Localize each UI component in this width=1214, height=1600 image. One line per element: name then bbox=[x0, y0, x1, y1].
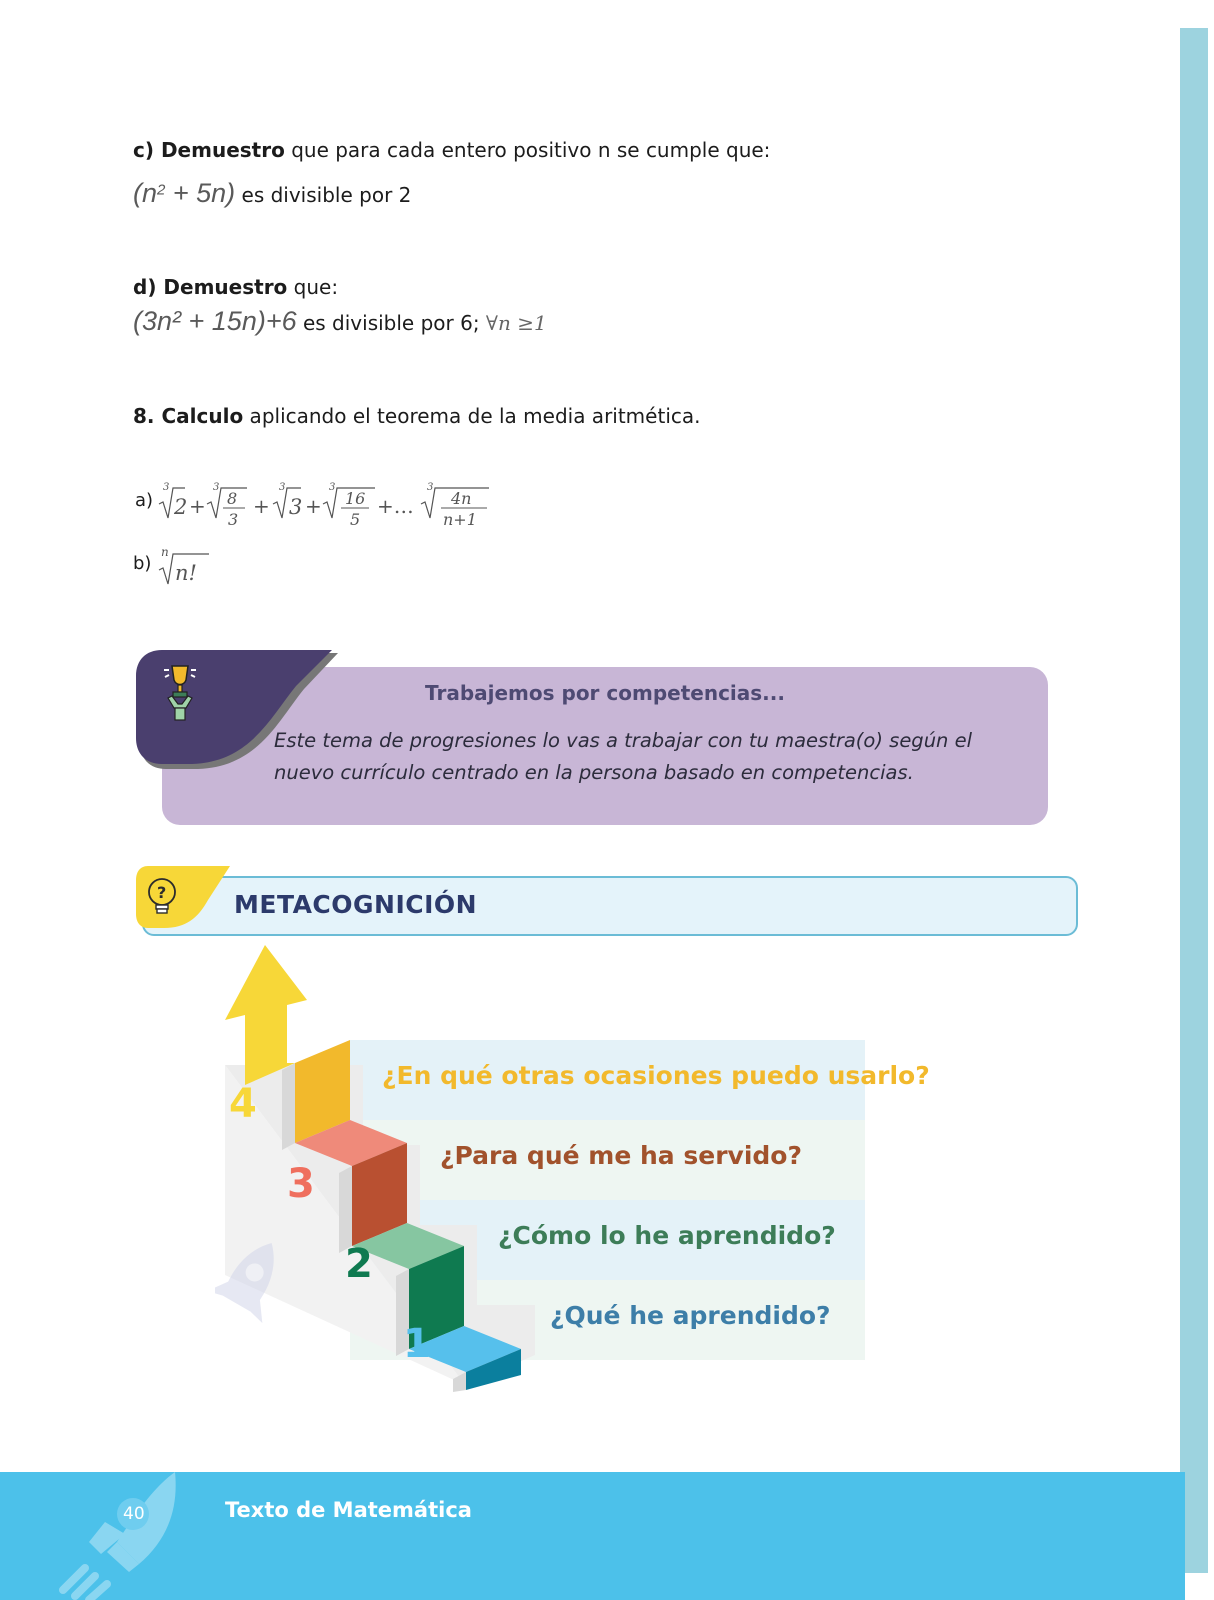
term-1: 2 bbox=[174, 495, 188, 519]
item-8-text: aplicando el teorema de la media aritmética. bbox=[243, 404, 701, 428]
item-8a-formula bbox=[155, 482, 515, 534]
term-n-num: 4n bbox=[451, 489, 472, 508]
term-3: 3 bbox=[289, 495, 303, 519]
item-8b-label: b) bbox=[133, 553, 152, 574]
item-d-statement bbox=[133, 275, 338, 299]
side-band bbox=[1180, 28, 1208, 1573]
term-4-den: 5 bbox=[350, 510, 361, 529]
radical-index: 3 bbox=[329, 482, 336, 493]
item-c-expr-exp: 2 bbox=[157, 181, 166, 199]
plus-dots: +… bbox=[377, 494, 414, 518]
stair-question-4: ¿En qué otras ocasiones puedo usarlo? bbox=[382, 1061, 930, 1090]
metacognicion-title: METACOGNICIÓN bbox=[234, 890, 478, 919]
item-d-expression bbox=[133, 306, 547, 337]
term-4-num: 16 bbox=[345, 489, 366, 508]
term-2-den: 3 bbox=[228, 510, 239, 529]
item-d-condition: ∀n ≥1 bbox=[485, 311, 547, 335]
step-number-4: 4 bbox=[229, 1081, 257, 1127]
plus-sign: + bbox=[189, 494, 206, 518]
competencias-title: Trabajemos por competencias... bbox=[425, 681, 785, 705]
competencias-tab bbox=[134, 648, 344, 778]
metacognicion-tab bbox=[134, 864, 244, 936]
item-c-expr-base: (n bbox=[133, 178, 158, 208]
item-c-statement bbox=[133, 138, 770, 162]
radicand: n! bbox=[175, 561, 197, 585]
item-c-label: c) Demuestro bbox=[133, 138, 285, 162]
plus-sign: + bbox=[253, 494, 270, 518]
item-8-statement bbox=[133, 404, 700, 428]
item-d-text: que: bbox=[287, 275, 339, 299]
term-n-den: n+1 bbox=[443, 510, 477, 529]
radical-index: n bbox=[161, 546, 169, 559]
item-c-expr-rest: + 5n) bbox=[165, 178, 236, 208]
page-number: 40 bbox=[123, 1504, 145, 1524]
radical-index: 3 bbox=[427, 482, 434, 493]
item-c-text: que para cada entero positivo n se cumple que: bbox=[284, 138, 771, 162]
radical-index: 3 bbox=[163, 482, 170, 493]
stair-question-1: ¿Qué he aprendido? bbox=[550, 1301, 831, 1330]
competencias-text: Este tema de progresiones lo vas a trabajar con tu maestra(o) según el nuevo currículo centrado en la persona basado en competencias. bbox=[274, 729, 973, 784]
item-8b-formula bbox=[155, 546, 225, 588]
plus-sign: + bbox=[305, 494, 322, 518]
item-d-expr: (3n² + 15n)+6 bbox=[133, 306, 297, 336]
stair-question-2: ¿Cómo lo he aprendido? bbox=[498, 1221, 836, 1250]
item-c-expression bbox=[133, 178, 411, 209]
item-c-expr-text: es divisible por 2 bbox=[235, 183, 412, 207]
item-d-expr-text: es divisible por 6; bbox=[296, 311, 486, 335]
step-number-1: 1 bbox=[403, 1321, 431, 1367]
stair-question-3: ¿Para qué me ha servido? bbox=[440, 1141, 802, 1170]
term-2-num: 8 bbox=[227, 489, 238, 508]
rocket-icon bbox=[55, 1472, 190, 1600]
svg-text:?: ? bbox=[157, 883, 167, 902]
item-d-label: d) Demuestro bbox=[133, 275, 288, 299]
item-8-label: 8. Calculo bbox=[133, 404, 244, 428]
radical-index: 3 bbox=[213, 482, 220, 493]
radical-index: 3 bbox=[279, 482, 286, 493]
item-8a-label: a) bbox=[135, 490, 154, 511]
footer-title: Texto de Matemática bbox=[225, 1498, 472, 1522]
step-number-3: 3 bbox=[287, 1161, 315, 1207]
step-number-2: 2 bbox=[345, 1241, 373, 1287]
